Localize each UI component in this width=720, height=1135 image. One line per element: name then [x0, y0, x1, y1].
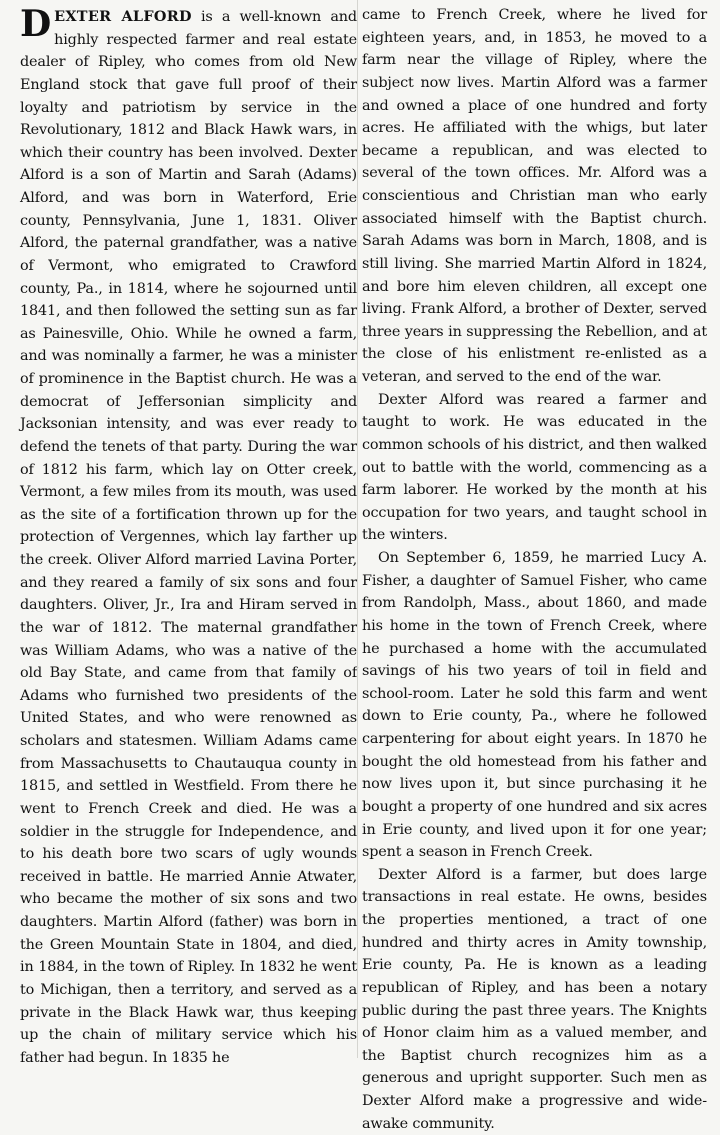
right-column: [362, 4, 707, 1135]
left-column-text: is a well-known and highly respected farmer and real estate dealer of Ripley, who comes from old New England stock that gave full proof of their loyalty and patriotism by service in the Revolutionary, 1812 and Black Hawk wars, in which their country has been involved. Dexter Alford is a son of Martin and Sarah (Adams) Alford, and was born in Waterford, Erie county, Pennsylvania, June 1, 1831. Oliver Alford, the paternal grandfather, was a native of Vermont, who emigrated to Crawford county, Pa., in 1814, where he sojourned until 1841, and then followed the setting sun as far as Painesville, Ohio. While he owned a farm, and was nominally a farmer, he was a minister of prominence in the Baptist church. He was a democrat of Jeffersonian simplicity and Jacksonian intensity, and was ever ready to defend the tenets of that party. During the war of 1812 his farm, which lay on Otter creek, Vermont, a few miles from its mouth, was used as the site of a fortification thrown up for the protection of Vergennes, which lay farther up the creek. Oliver Alford married Lavina Porter, and they reared a family of six sons and four daughters. Oliver, Jr., Ira and Hiram served in the war of 1812. The maternal grandfather was William Adams, who was a native of the old Bay State, and came from that family of Adams who furnished two presidents of the United States, and who were renowned as scholars and statesmen. William Adams came from Massachusetts to Chautauqua county in 1815, and settled in Westfield. From there he went to French Creek and died. He was a soldier in the struggle for Independence, and to his death bore two scars of ugly wounds received in battle. He married Annie Atwater, who became the mother of six sons and two daughters. Martin Alford (father) was born in the Green Mountain State in 1804, and died, in 1884, in the town of Ripley. In 1832 he went to Michigan, then a territory, and served as a private in the Black Hawk war, thus keeping up the chain of military service which his father had begun. In 1835 he: [20, 9, 357, 1066]
paragraph-business: Dexter Alford is a farmer, but does large transactions in real estate. He owns, besides the properties mentioned, a tract of one hundred and thirty acres in Amity township, Erie county, Pa. He is known as a leading republican of Ripley, and has been a notary public during the past three years. The Knights of Honor claim him as a valued member, and the Baptist church recognizes him as a generous and upright supporter. Such men as Dexter Alford make a progressive and wide-awake community.: [362, 866, 707, 1132]
left-column: [20, 3, 357, 1069]
paragraph-education: Dexter Alford was reared a farmer and taught to work. He was educated in the common schools of his district, and then walked out to battle with the world, commencing as a farm laborer. He worked by the month at his occupation for two years, and taught school in the winters.: [362, 391, 707, 544]
opening-paragraph: [20, 3, 357, 1069]
column-divider: [357, 0, 358, 1058]
subject-name: EXTER ALFORD: [54, 8, 192, 25]
paragraph-marriage: On September 6, 1859, he married Lucy A. Fisher, a daughter of Samuel Fisher, who came from Randolph, Mass., about 1860, and made his home in the town of French Creek, where he purchased a home with the accumulated savings of his two years of toil in field and school-room. Later he sold this farm and went down to Erie county, Pa., where he followed carpentering for about eight years. In 1870 he bought the old homestead from his father and now lives upon it, but since purchasing it he bought a property of one hundred and six acres in Erie county, and lived upon it for one year; spent a season in French Creek.: [362, 550, 707, 861]
paragraph-continued: came to French Creek, where he lived for eighteen years, and, in 1853, he moved to a farm near the village of Ripley, where the subject now lives. Martin Alford was a farmer and owned a place of one hundred and forty acres. He affiliated with the whigs, but later became a republican, and was elected to several of the town offices. Mr. Alford was a conscientious and Christian man who early associated himself with the Baptist church. Sarah Adams was born in March, 1808, and is still living. She married Martin Alford in 1824, and bore him eleven children, all except one living. Frank Alford, a brother of Dexter, served three years in suppressing the Rebellion, and at the close of his enlistment re-enlisted as a veteran, and served to the end of the war.: [362, 7, 707, 385]
drop-cap: D: [20, 3, 52, 45]
